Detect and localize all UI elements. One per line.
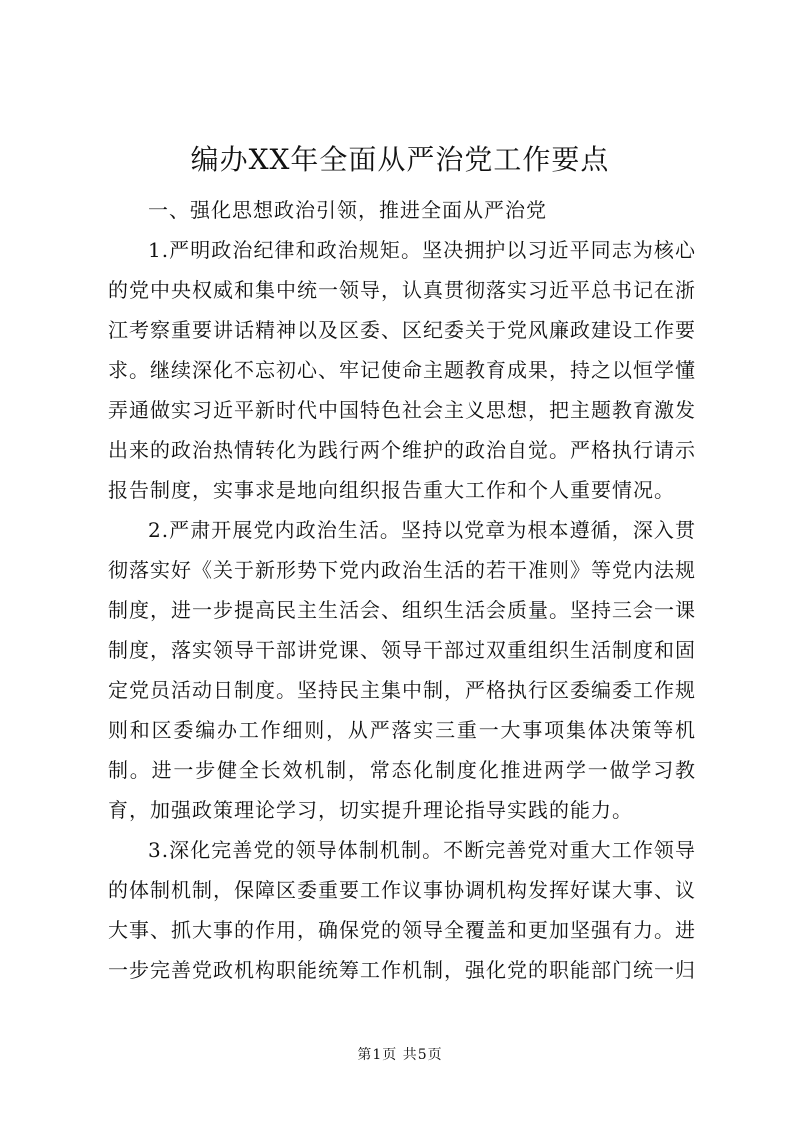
page-indicator: 第1页 共5页 <box>357 1047 443 1063</box>
paragraph-1: 1.严明政治纪律和政治规矩。坚决拥护以习近平同志为核心的党中央权威和集中统一领导，认真贯彻落实习近平总书记在浙江考察重要讲话精神以及区委、区纪委关于党风廉政建设工作要求。继续深化不忘初心、牢记使命主题教育成果，持之以恒学懂弄通做实习近平新时代中国特色社会主义思想，把主题教育激发出来的政治热情转化为践行两个维护的政治自觉。严格执行请示报告制度，实事求是地向组织报告重大工作和个人重要情况。 <box>108 238 696 502</box>
paragraph-2: 2.严肃开展党内政治生活。坚持以党章为根本遵循，深入贯彻落实好《关于新形势下党内政治生活的若干准则》等党内法规制度，进一步提高民主生活会、组织生活会质量。坚持三会一课制度，落实领导干部讲党课、领导干部过双重组织生活制度和固定党员活动日制度。坚持民主集中制，严格执行区委编委工作规则和区委编办工作细则，从严落实三重一大事项集体决策等机制。进一步健全长效机制，常态化制度化推进两学一做学习教育，加强政策理论学习，切实提升理论指导实践的能力。 <box>108 518 696 822</box>
document-title: 编办XX年全面从严治党工作要点 <box>190 143 610 176</box>
section-heading: 一、强化思想政治引领，推进全面从严治党 <box>148 198 547 222</box>
document-body <box>108 190 696 990</box>
paragraph-3: 3.深化完善党的领导体制机制。不断完善党对重大工作领导的体制机制，保障区委重要工作议事协调机构发挥好谋大事、议大事、抓大事的作用，确保党的领导全覆盖和更加坚强有力。进一步完善党政机构职能统筹工作机制，强化党的职能部门统一归 <box>108 838 696 982</box>
